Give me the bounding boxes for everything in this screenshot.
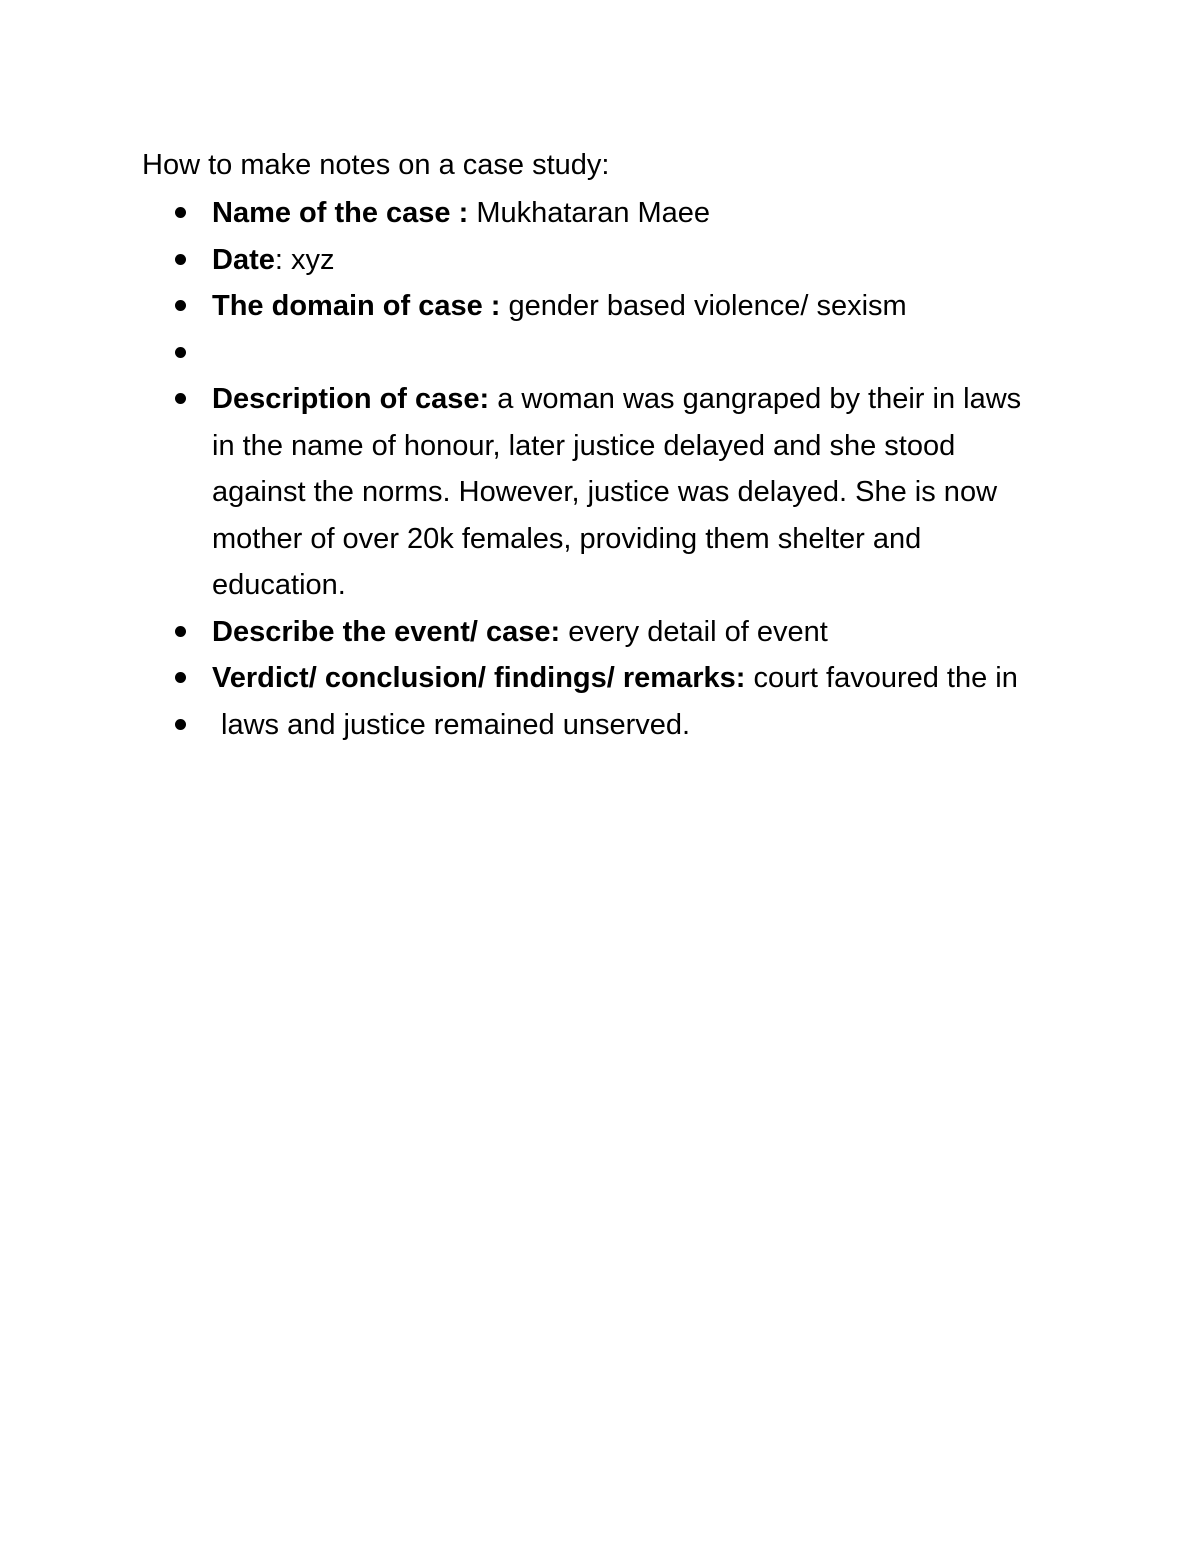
item-text: every detail of event bbox=[560, 615, 828, 648]
bullet-icon bbox=[175, 347, 186, 358]
item-label: Date bbox=[212, 243, 275, 276]
item-label: Describe the event/ case: bbox=[212, 615, 561, 648]
list-item-description bbox=[142, 376, 1042, 609]
bullet-icon bbox=[175, 207, 186, 218]
list-item-case-name bbox=[142, 190, 1042, 237]
list-item-verdict-continued bbox=[142, 702, 1042, 749]
item-label: Name of the case : bbox=[212, 197, 469, 229]
document-body bbox=[142, 144, 1042, 748]
list-item-empty bbox=[142, 330, 1042, 377]
item-label: Description of case: bbox=[212, 383, 490, 415]
list-item-domain bbox=[142, 283, 1042, 330]
item-label: The domain of case : bbox=[212, 290, 501, 322]
item-text: : xyz bbox=[274, 243, 335, 276]
list-item-verdict bbox=[142, 655, 1042, 702]
item-text: Mukhataran Maee bbox=[468, 197, 711, 229]
bullet-icon bbox=[175, 254, 186, 265]
bullet-icon bbox=[175, 719, 186, 730]
item-text: laws and justice remained unserved. bbox=[221, 708, 691, 741]
item-text: court favoured the in bbox=[745, 662, 1018, 694]
item-text: gender based violence/ sexism bbox=[500, 290, 907, 322]
notes-list bbox=[142, 190, 1042, 748]
list-item-date bbox=[142, 237, 1042, 284]
list-item-event bbox=[142, 609, 1042, 656]
bullet-icon bbox=[175, 672, 186, 683]
item-text: a woman was gangraped by their in laws in the name of honour, later justice delayed and she stood against the norms. However, justice was delayed. She is now mother of over 20k females, providing them shelter and education. bbox=[212, 383, 1022, 601]
item-label: Verdict/ conclusion/ findings/ remarks: bbox=[212, 662, 746, 694]
bullet-icon bbox=[175, 626, 186, 637]
bullet-icon bbox=[175, 393, 186, 404]
document-heading: How to make notes on a case study: bbox=[142, 149, 610, 181]
bullet-icon bbox=[175, 300, 186, 311]
